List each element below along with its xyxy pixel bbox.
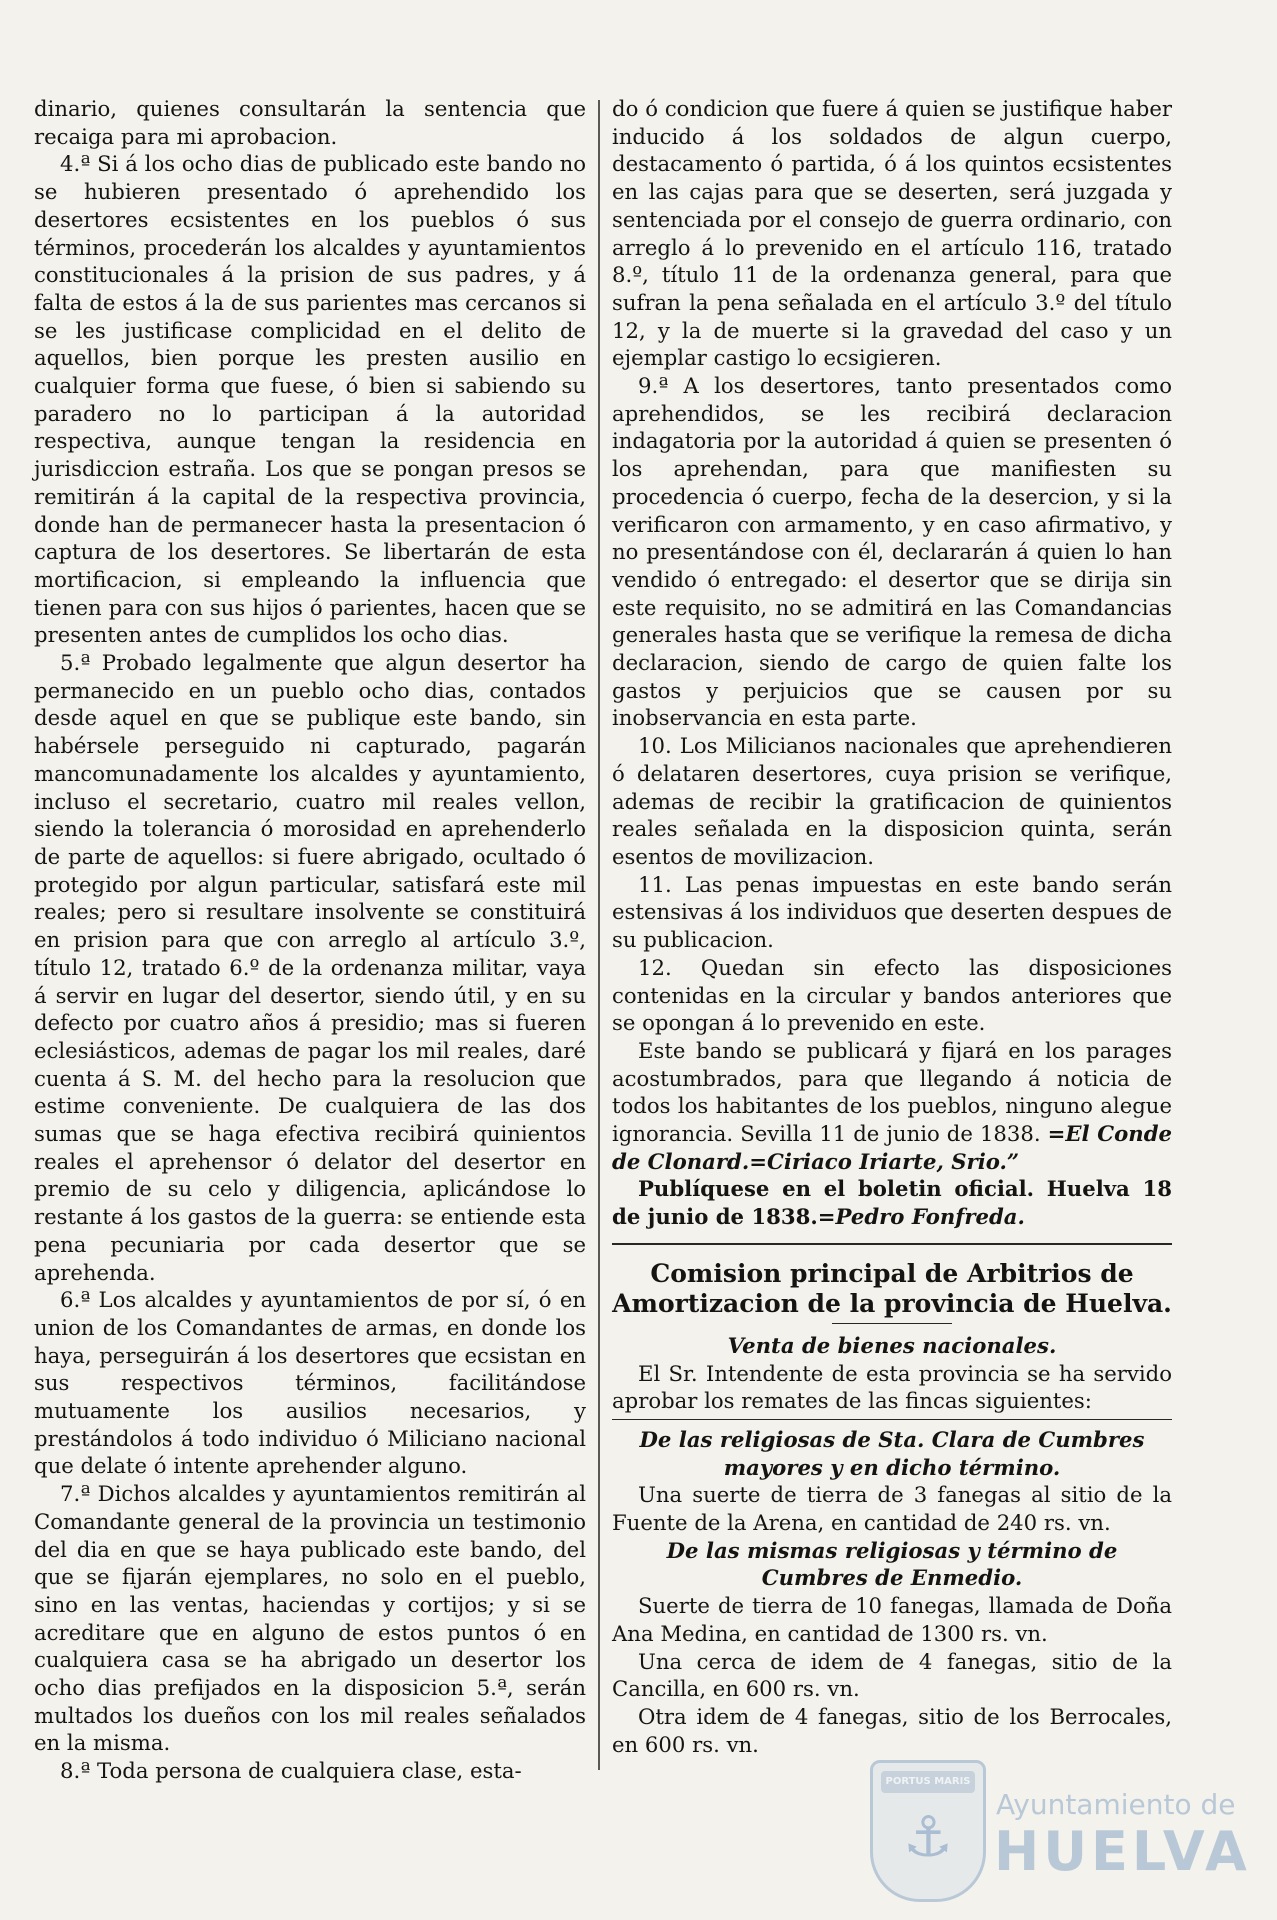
heading-cumbres-enmedio: De las mismas religiosas y término de Cumbres de Enmedio. xyxy=(666,1537,1118,1591)
paragraph-continuation: dinario, quienes consultarán la sentencia que recaiga para mi aprobacion. xyxy=(34,96,586,149)
paragraph-publish xyxy=(612,1175,1172,1230)
paragraph-closing xyxy=(612,1037,1172,1176)
heading-santa-clara: De las religiosas de Sta. Clara de Cumbres mayores y en dicho término. xyxy=(639,1426,1145,1480)
shield-icon xyxy=(870,1760,986,1902)
watermark-logo xyxy=(870,1760,1251,1900)
watermark-line2: HUELVA xyxy=(994,1820,1251,1883)
paragraph-article-4: 4.ª Si á los ocho dias de publicado este bando no se hubieren presentado ó aprehendido los desertores ecsistentes en los pueblos ó sus términos, procederán los alcaldes y ayuntamientos constitucionales á la prision de sus padres, y á falta de estos á la de sus parientes mas cercanos si se les justificase complicidad en el delito de aquellos, bien porque les presten ausilio en cualquier forma que fuese, ó bien si sabiendo su paradero no lo participan á la autoridad respectiva, aunque tengan la residencia en jurisdiccion estraña. Los que se pongan presos se remitirán á la capital de la respectiva provincia, donde han de permanecer hasta la presentacion ó captura de los desertores. Se libertarán de esta mortificacion, si empleando la influencia que tienen para con sus hijos ó parientes, hacen que se presenten antes de cumplidos los ocho dias. xyxy=(34,151,586,648)
shield-band: PORTUS MARIS xyxy=(881,1771,975,1793)
paragraph-article-12: 12. Quedan sin efecto las disposiciones contenidas en la circular y bandos anteriores que se opongan á lo prevenido en este. xyxy=(612,954,1172,1036)
paragraph-intendente: El Sr. Intendente de esta provincia se ha servido aprobar los remates de las fincas siguientes: xyxy=(612,1360,1172,1414)
section-subtitle: Venta de bienes nacionales. xyxy=(727,1332,1057,1358)
section-divider xyxy=(612,1243,1172,1245)
list-item: Suerte de tierra de 10 fanegas, llamada de Doña Ana Medina, en cantidad de 1300 rs. vn. xyxy=(612,1593,1172,1646)
list-item: Una cerca de idem de 4 fanegas, sitio de la Cancilla, en 600 rs. vn. xyxy=(612,1648,1172,1702)
paragraph-article-10: 10. Los Milicianos nacionales que aprehendieren ó delataren desertores, cuya prision se verifique, ademas de recibir la gratificacion de quinientos reales señalada en la disposicion quinta, serán esentos de movilizacion. xyxy=(612,733,1172,869)
publish-text: Publíquese en el boletin oficial. Huelva 18 de junio de 1838. xyxy=(612,1176,1172,1230)
list-item: Otra idem de 4 fanegas, sitio de los Berrocales, en 600 rs. vn. xyxy=(612,1703,1172,1757)
section-title: Comision principal de Arbitrios de Amortizacion de la provincia de Huelva. xyxy=(612,1258,1172,1318)
closing-signature: =El Conde de Clonard.=Ciriaco Iriarte, Srio.” xyxy=(612,1121,1172,1174)
paragraph-article-5: 5.ª Probado legalmente que algun desertor ha permanecido en un pueblo ocho dias, contados desde aquel en que se publique este bando, sin habérsele perseguido ni capturado, pagarán mancomunadamente los alcaldes y ayuntamiento, incluso el secretario, cuatro mil reales vellon, siendo la tolerancia ó morosidad en aprehenderlo de parte de aquellos: si fuere abrigado, ocultado ó protegido por algun particular, satisfará este mil reales; pero si resultare insolvente se constituirá en prision para que con arreglo al artículo 3.º, título 12, tratado 6.º de la ordenanza militar, vaya á servir en lugar del desertor, siendo útil, y en su defecto por cuatro años á presidio; mas si fueren eclesiásticos, ademas de pagar los mil reales, daré cuenta á S. M. del hecho para la resolucion que estime conveniente. De cualquiera de las dos sumas que se haga efectiva recibirá quinientos reales el aprehensor ó delator del desertor en premio de su celo y diligencia, aplicándose lo restante á los gastos de la guerra: se entiende esta pena pecuniaria por cada desertor que se aprehenda. xyxy=(34,650,586,1285)
paragraph-article-11: 11. Las penas impuestas en este bando serán estensivas á los individuos que deserten despues de su publicacion. xyxy=(612,871,1172,953)
anchor-icon: ⚓ xyxy=(903,1805,954,1870)
right-column xyxy=(612,95,1172,1758)
paragraph-article-9: 9.ª A los desertores, tanto presentados como aprehendidos, se les recibirá declaracion indagatoria por la autoridad á quien se presenten ó los aprehendan, para que manifiesten su procedencia ó cuerpo, fecha de la desercion, y si la verificaron con armamento, y en caso afirmativo, y no presentándose con él, declararán á quien lo han vendido ó entregado: el desertor que se dirija sin este requisito, no se admitirá en las Comandancias generales hasta que se verifique la remesa de dicha declaracion, siendo de cargo de quien falte los gastos y perjuicios que se causen por su inobservancia en esta parte. xyxy=(612,373,1172,731)
paragraph-article-8-cont: do ó condicion que fuere á quien se justifique haber inducido á los soldados de algun cuerpo, destacamento ó partida, ó á los quintos ecsistentes en las cajas para que se deserten, será juzgada y sentenciada por el consejo de guerra ordinario, con arreglo á lo prevenido en el artículo 116, tratado 8.º, título 11 de la ordenanza general, para que sufran la pena señalada en el artículo 3.º del título 12, y la de muerte si la gravedad del caso y un ejemplar castigo lo ecsigieren. xyxy=(612,96,1172,371)
list-divider xyxy=(612,1419,1172,1420)
paragraph-article-6: 6.ª Los alcaldes y ayuntamientos de por sí, ó en union de los Comandantes de armas, en donde los haya, perseguirán á los desertores que ecsistan en sus respectivos términos, facilitándose mutuamente los ausilios necesarios, y prestándolos á todo individuo ó Miliciano nacional que delate ó intente aprehender alguno. xyxy=(34,1287,586,1479)
left-column xyxy=(34,95,586,1785)
list-item: Una suerte de tierra de 3 fanegas al sitio de la Fuente de la Arena, en cantidad de 240 rs. vn. xyxy=(612,1482,1172,1536)
watermark-line1: Ayuntamiento de xyxy=(996,1788,1236,1821)
publish-signature: =Pedro Fonfreda. xyxy=(817,1204,1025,1230)
column-divider xyxy=(598,100,600,1770)
closing-text: Este bando se publicará y fijará en los parages acostumbrados, para que llegando á noticia de todos los habitantes de los pueblos, ninguno alegue ignorancia. Sevilla 11 de junio de 1838. xyxy=(612,1037,1172,1147)
paragraph-article-7: 7.ª Dichos alcaldes y ayuntamientos remitirán al Comandante general de la provincia un testimonio del dia en que se haya publicado este bando, del que se fijarán ejemplares, no solo en el pueblo, sino en las ventas, haciendas y cortijos; y si se acreditare que en alguno de estos puntos ó en cualquiera casa se ha abrigado un desertor los ocho dias prefijados en la disposicion 5.ª, serán multados los dueños con los mil reales señalados en la misma. xyxy=(34,1481,586,1756)
title-underline xyxy=(832,1323,952,1324)
paragraph-article-8: 8.ª Toda persona de cualquiera clase, esta- xyxy=(60,1758,522,1784)
